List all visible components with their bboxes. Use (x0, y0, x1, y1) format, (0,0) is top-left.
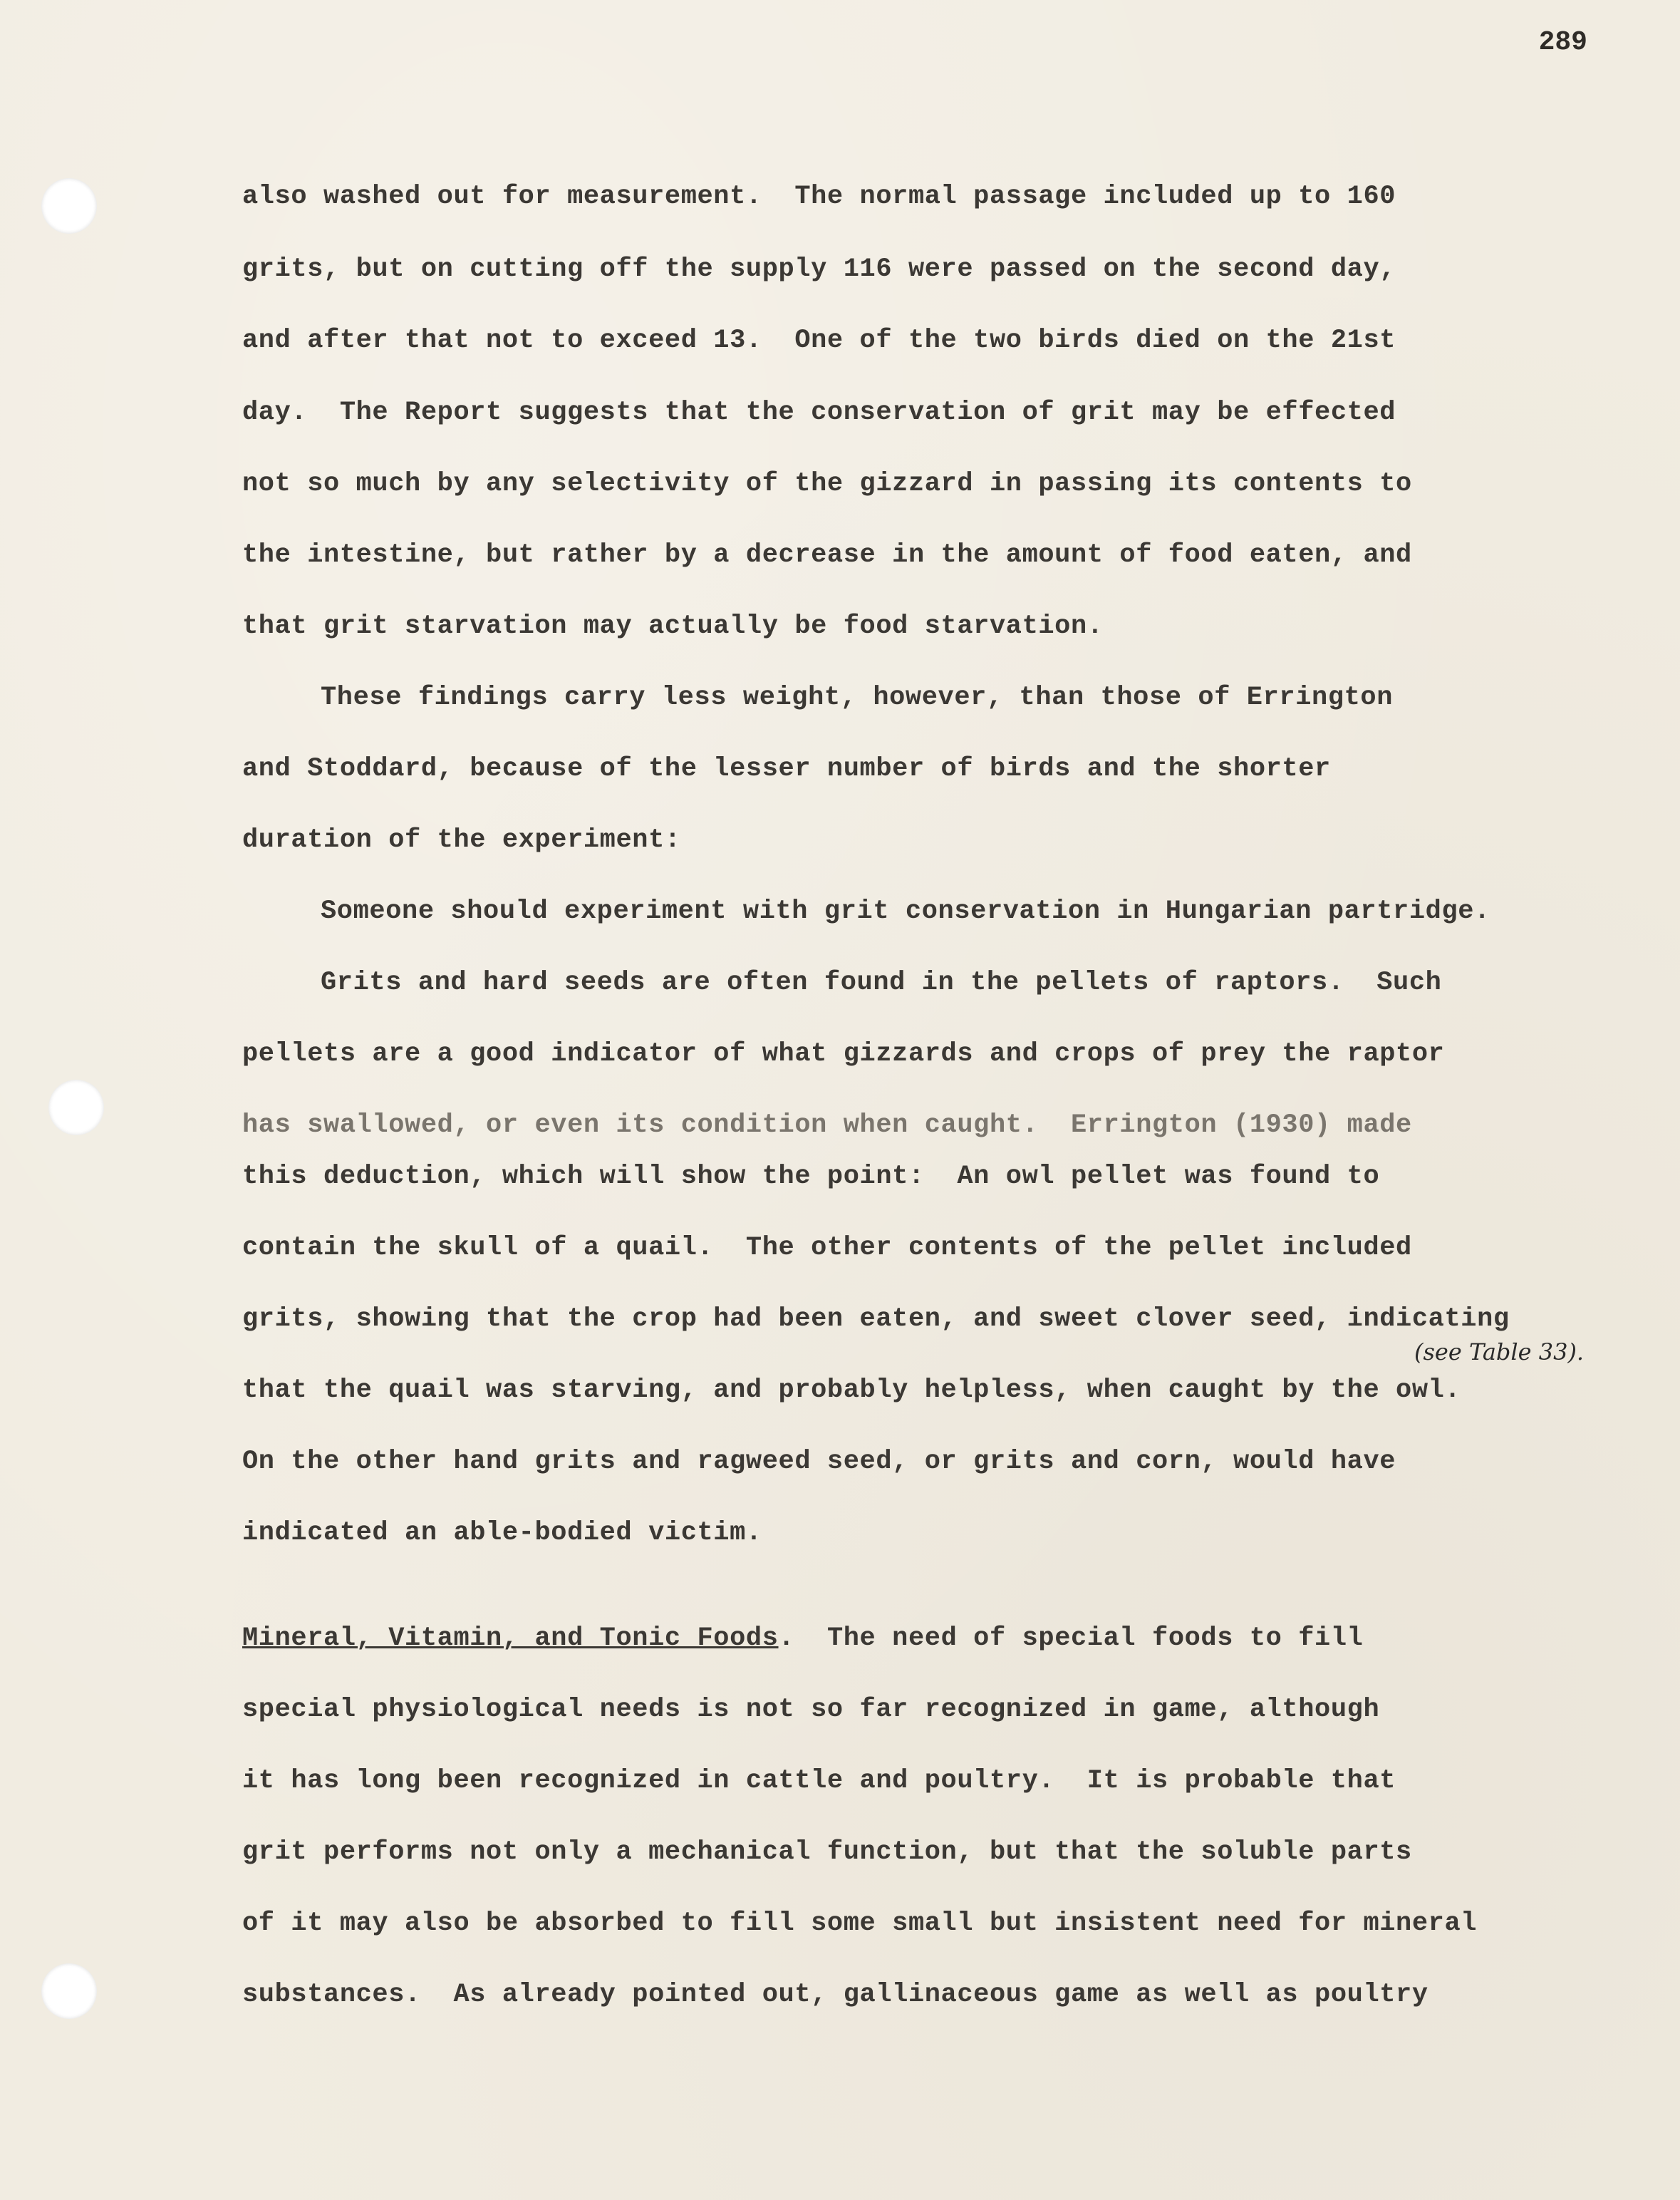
section-heading: Mineral, Vitamin, and Tonic Foods (242, 1623, 779, 1653)
text-line: contain the skull of a quail. The other contents of the pellet included (242, 1233, 1412, 1263)
text-line: and after that not to exceed 13. One of the two birds died on the 21st (242, 326, 1396, 356)
text-line: substances. As already pointed out, gallinaceous game as well as poultry (242, 1980, 1428, 2010)
text-line: also washed out for measurement. The normal passage included up to 160 (242, 182, 1396, 212)
text-line: the intestine, but rather by a decrease in the amount of food eaten, and (242, 540, 1412, 570)
text-line: grits, showing that the crop had been eaten, and sweet clover seed, indicating (242, 1304, 1510, 1334)
section-heading-line (242, 1623, 1363, 1653)
text-line: this deduction, which will show the point: An owl pellet was found to (242, 1162, 1380, 1192)
text-line: day. The Report suggests that the conservation of grit may be effected (242, 398, 1396, 428)
section-paragraph-start: . The need of special foods to fill (778, 1623, 1364, 1653)
text-line: it has long been recognized in cattle and poultry. It is probable that (242, 1766, 1396, 1796)
text-line: of it may also be absorbed to fill some small but insistent need for mineral (242, 1909, 1478, 1938)
text-line: On the other hand grits and ragweed seed, or grits and corn, would have (242, 1447, 1396, 1477)
text-line: that grit starvation may actually be food starvation. (242, 611, 1104, 641)
text-line: that the quail was starving, and probably helpless, when caught by the owl. (242, 1375, 1461, 1405)
text-line: Grits and hard seeds are often found in the pellets of raptors. Such (321, 968, 1442, 998)
text-line: indicated an able-bodied victim. (242, 1518, 762, 1548)
text-line: pellets are a good indicator of what gizzards and crops of prey the raptor (242, 1039, 1445, 1069)
text-line: These findings carry less weight, however, than those of Errington (321, 683, 1394, 713)
text-line: not so much by any selectivity of the gizzard in passing its contents to (242, 469, 1412, 499)
punch-hole-top (41, 178, 97, 234)
text-line: grit performs not only a mechanical function, but that the soluble parts (242, 1837, 1412, 1867)
handwritten-note: (see Table 33). (1414, 1338, 1585, 1365)
punch-hole-bottom (41, 1963, 97, 2019)
text-line: Someone should experiment with grit conservation in Hungarian partridge. (321, 897, 1490, 926)
text-line: grits, but on cutting off the supply 116 were passed on the second day, (242, 254, 1396, 284)
text-line: special physiological needs is not so far recognized in game, although (242, 1695, 1380, 1725)
text-line: duration of the experiment: (242, 825, 681, 855)
punch-hole-middle (48, 1080, 104, 1135)
text-line: and Stoddard, because of the lesser number of birds and the shorter (242, 754, 1331, 784)
text-line: has swallowed, or even its condition when caught. Errington (1930) made (242, 1110, 1412, 1140)
page-number: 289 (1538, 27, 1587, 58)
